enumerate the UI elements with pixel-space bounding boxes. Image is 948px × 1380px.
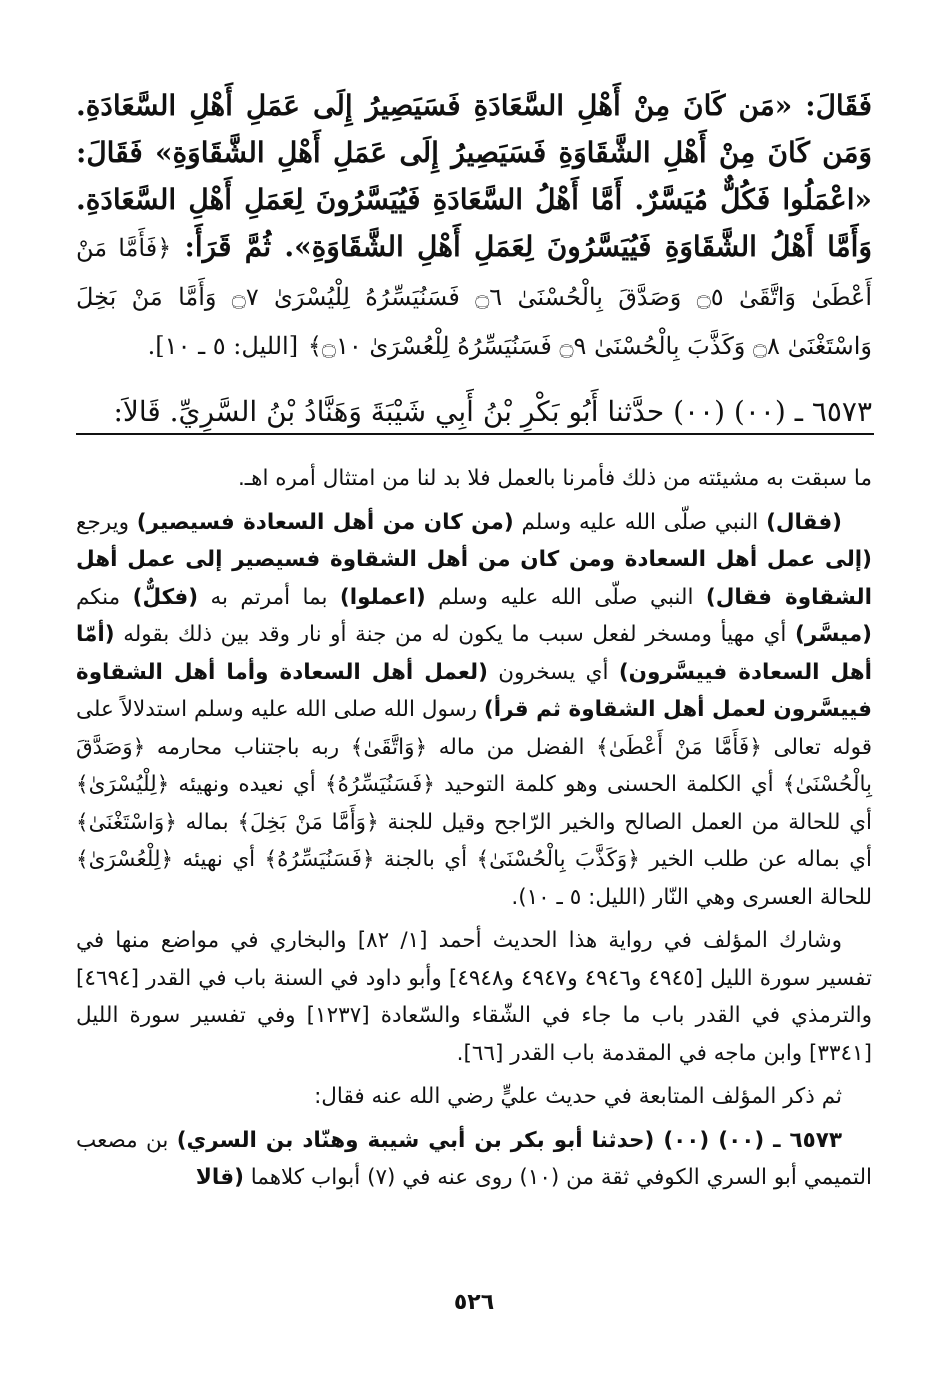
footnote-divider — [76, 433, 874, 435]
bold-quote: (فقال) — [766, 509, 842, 535]
commentary-text: النبي صلّى الله عليه وسلم — [425, 584, 706, 610]
bold-quote: ٦٥٧٣ ـ (٠٠) (٠٠) (حدثنا أبو بكر بن أبي شيبة وهنّاد بن السري) — [176, 1127, 842, 1153]
hadith-chain-line: ٦٥٧٣ ـ (٠٠) (٠٠) حدَّثنا أَبُو بَكْرِ بْنُ أَبِي شَيْبَةَ وَهَنَّادُ بْنُ السَّرِيِّ. قَالاَ: — [113, 395, 872, 428]
verse-reference: [الليل: ٥ ـ ١٠]. — [147, 332, 299, 360]
commentary-text: أي مهيأ ومسخر لفعل سبب ما يكون له من جنة أو نار وقد بين ذلك بقوله — [114, 622, 795, 647]
bold-quote: (اعملوا) — [339, 584, 426, 610]
bold-quote: (من كان من أهل السعادة فسيصير) — [136, 509, 514, 535]
commentary-text: أي يسخرون — [487, 659, 619, 685]
commentary-paragraph-1: ما سبقت به مشيئته من ذلك فأمرنا بالعمل فلا بد لنا من امتثال أمره اهـ. — [237, 466, 872, 491]
hadith-main-text: فَقَالَ: «مَن كَانَ مِنْ أَهْلِ السَّعَادَةِ فَسَيَصِيرُ إِلَى عَمَلِ أَهْلِ السَّعَادَةِ. وَمَن كَانَ مِنْ أَهْلِ الشَّقَاوَةِ فَسَيَصِيرُ إِلَى عَمَلِ أَهْلِ الشَّقَاوَةِ» فَقَالَ: «اعْمَلُوا فَكُلٌّ مُيَسَّرٌ. أَمَّا أَهْلُ السَّعَادَةِ فَيُيَسَّرُونَ لِعَمَلِ أَهْلِ السَّعَادَةِ. وَأَمَّا أَهْلُ الشَّقَاوَةِ فَيُيَسَّرُونَ لِعَمَلِ أَهْلِ الشَّقَاوَةِ». ثُمَّ قَرَأَ: — [76, 89, 872, 263]
commentary-paragraph-5 — [76, 1122, 872, 1197]
commentary-text: النبي صلّى الله عليه وسلم — [513, 509, 767, 535]
commentary-block — [76, 460, 872, 1203]
hadith-paragraph — [76, 82, 872, 370]
commentary-paragraph-2 — [76, 504, 872, 917]
bold-quote: (فكلٌّ) — [132, 584, 199, 610]
commentary-text: بما أمرتم به — [198, 584, 340, 610]
bold-quote: (قالا — [195, 1165, 244, 1190]
page-number: ٥٢٦ — [453, 1290, 495, 1315]
commentary-text: ويرجع — [76, 509, 137, 535]
bold-quote: (إلى عمل أهل السعادة ومن كان من أهل الشقاوة فسيصير إلى عمل أهل الشقاوة فقال) — [76, 547, 872, 610]
bold-quote: (لعمل أهل السعادة وأما أهل الشقاوة فييسَّرون لعمل أهل الشقاوة ثم قرأ) — [76, 659, 872, 722]
commentary-text: رسول الله صلى الله عليه وسلم استدلالاً على قوله تعالى ﴿فَأَمَّا مَنْ أَعْطَىٰ﴾ الفضل من ماله ﴿وَاتَّقَىٰ﴾ ربه باجتناب محارمه ﴿وَصَدَّقَ بِالْحُسْنَىٰ﴾ أي الكلمة الحسنى وهو كلمة التوحيد ﴿فَسَنُيَسِّرُهُ﴾ أي نعيده ونهيئه ﴿لِلْيُسْرَىٰ﴾ أي للحالة من العمل الصالح والخير الرّاجح وقيل للجنة ﴿وَأَمَّا مَنْ بَخِلَ﴾ بماله ﴿وَاسْتَغْنَىٰ﴾ أي بماله عن طلب الخير ﴿وَكَذَّبَ بِالْحُسْنَىٰ﴾ أي بالجنة ﴿فَسَنُيَسِّرُهُ﴾ أي نهيئه ﴿لِلْعُسْرَىٰ﴾ للحالة العسرى وهي النّار (الليل: ٥ ـ ١٠). — [76, 697, 872, 910]
quran-verses: ﴿فَأَمَّا مَنْ أَعْطَىٰ وَاتَّقَىٰ ۝٥ وَصَدَّقَ بِالْحُسْنَىٰ ۝٦ فَسَنُيَسِّرُهُ لِلْيُسْرَىٰ ۝٧ وَأَمَّا مَنْ بَخِلَ وَاسْتَغْنَىٰ ۝٨ وَكَذَّبَ بِالْحُسْنَىٰ ۝٩ فَسَنُيَسِّرُهُ لِلْعُسْرَىٰ ۝١٠﴾ — [76, 234, 872, 360]
commentary-text: منكم — [76, 584, 133, 610]
bold-quote: (ميسَّر) — [795, 622, 872, 647]
commentary-text: بن مصعب التميمي أبو السري الكوفي ثقة من (١٠) روى عنه في (٧) أبواب كلاهما — [76, 1127, 872, 1190]
commentary-paragraph-4: ثم ذكر المؤلف المتابعة في حديث عليٍّ رضي الله عنه فقال: — [314, 1084, 842, 1109]
commentary-paragraph-3: وشارك المؤلف في رواية هذا الحديث أحمد [١/ ٨٢] والبخاري في مواضع منها في تفسير سورة الليل [٤٩٤٥ و٤٩٤٦ و٤٩٤٧ و٤٩٤٨] وأبو داود في السنة باب في القدر [٤٦٩٤] والترمذي في القدر باب ما جاء في الشّقاء والسّعادة [١٢٣٧] وفي تفسير سورة الليل [٣٣٤١] وابن ماجه في المقدمة باب القدر [٦٦]. — [76, 928, 873, 1066]
bold-quote: (أمّا أهل السعادة فييسَّرون) — [76, 622, 872, 685]
hadith-text-block — [76, 82, 872, 435]
